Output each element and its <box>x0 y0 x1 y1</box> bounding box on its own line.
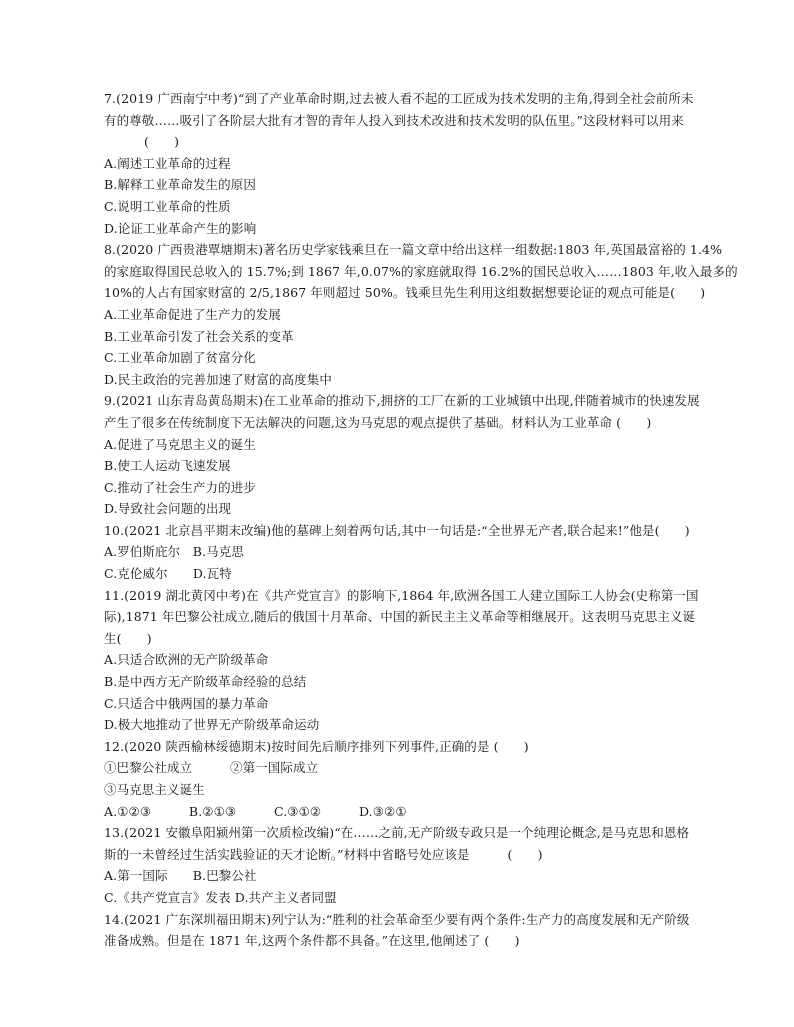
question-stem: 产生了很多在传统制度下无法解决的问题,这为马克思的观点提供了基础。材料认为工业革命 ( ) <box>104 414 652 430</box>
question-stem: 13.(2021 安徽阜阳颍州第一次质检改编)“在……之前,无产阶级专政只是一个纯理论概念,是马克思和恩格 <box>104 825 690 841</box>
option-c: C.说明工业革命的性质 <box>104 198 231 214</box>
question-9 <box>104 390 700 520</box>
option-a: A.工业革命促进了生产力的发展 <box>104 306 282 322</box>
options-row: A.第一国际 B.巴黎公社 <box>104 868 257 884</box>
question-stem: 有的尊敬……吸引了各阶层大批有才智的青年人投入到技术改进和技术发明的队伍里。”这段材料可以用来 <box>104 112 684 128</box>
question-stem: 10.(2021 北京昌平期末改编)他的墓碑上刻着两句话,其中一句话是:“全世界无产者,联合起来!”他是( ) <box>104 522 690 538</box>
question-stem: 斯的一未曾经过生活实践验证的天才论断。”材料中省略号处应该是 ( ) <box>104 846 543 862</box>
question-stem: 14.(2021 广东深圳福田期末)列宁认为:“胜利的社会革命至少要有两个条件:生产力的高度发展和无产阶级 <box>104 911 690 927</box>
options-row: C.《共产党宣言》发表 D.共产主义者同盟 <box>104 889 337 905</box>
event-list: ①巴黎公社成立 ②第一国际成立 <box>104 760 319 776</box>
question-stem: 7.(2019 广西南宁中考)“到了产业革命时期,过去被人看不起的工匠成为技术发明的主角,得到全社会前所未 <box>104 91 694 106</box>
option-c: C.只适合中俄两国的暴力革命 <box>104 695 269 711</box>
options-row: A.①②③ B.②①③ C.③①② D.③②① <box>104 803 407 819</box>
option-c: C.工业革命加剧了贫富分化 <box>104 350 256 366</box>
option-d: D.民主政治的完善加速了财富的高度集中 <box>104 371 332 387</box>
question-14 <box>104 909 694 952</box>
question-stem: 的家庭取得国民总收入的 15.7%;到 1867 年,0.07%的家庭就取得 16.2%的国民总收入……1803 年,收入最多的 <box>104 263 738 279</box>
question-stem: 9.(2021 山东青岛黄岛期末)在工业革命的推动下,拥挤的工厂在新的工业城镇中出现,伴随着城市的快速发展 <box>104 393 700 409</box>
option-b: B.是中西方无产阶级革命经验的总结 <box>104 674 307 690</box>
question-stem: 际),1871 年巴黎公社成立,随后的俄国十月革命、中国的新民主主义革命等相继展开。这表明马克思主义诞 <box>104 609 696 625</box>
question-8 <box>104 239 738 390</box>
option-a: A.促进了马克思主义的诞生 <box>104 436 256 452</box>
question-12 <box>104 736 694 822</box>
question-13 <box>104 822 694 908</box>
options-row: A.罗伯斯庇尔 B.马克思 <box>104 544 244 560</box>
options-row: C.克伦威尔 D.瓦特 <box>104 566 232 582</box>
question-7 <box>104 88 694 239</box>
option-b: B.工业革命引发了社会关系的变革 <box>104 328 294 344</box>
question-stem: 10%的人占有国家财富的 2/5,1867 年则超过 50%。钱乘旦先生利用这组数据想要论证的观点可能是( ) <box>104 285 706 301</box>
question-stem: 生( ) <box>104 630 152 646</box>
option-a: A.只适合欧洲的无产阶级革命 <box>104 652 269 668</box>
question-11 <box>104 585 699 736</box>
option-d: D.导致社会问题的出现 <box>104 501 232 517</box>
option-a: A.阐述工业革命的过程 <box>104 155 231 171</box>
question-stem: 准备成熟。但是在 1871 年,这两个条件都不具备。”在这里,他阐述了 ( ) <box>104 933 520 949</box>
option-d: D.论证工业革命产生的影响 <box>104 220 257 236</box>
option-b: B.使工人运动飞速发展 <box>104 458 231 474</box>
option-d: D.极大地推动了世界无产阶级革命运动 <box>104 717 320 733</box>
option-b: B.解释工业革命发生的原因 <box>104 177 256 193</box>
question-10 <box>104 520 694 585</box>
event-list: ③马克思主义诞生 <box>104 782 205 797</box>
question-stem: 12.(2020 陕西榆林绥德期末)按时间先后顺序排列下列事件,正确的是 ( ) <box>104 738 529 754</box>
answer-blank: ( ) <box>144 134 180 150</box>
option-c: C.推动了社会生产力的进步 <box>104 479 256 495</box>
question-stem: 8.(2020 广西贵港覃塘期末)著名历史学家钱乘旦在一篇文章中给出这样一组数据:1803 年,英国最富裕的 1.4% <box>104 242 723 258</box>
question-stem: 11.(2019 湖北黄冈中考)在《共产党宣言》的影响下,1864 年,欧洲各国工人建立国际工人协会(史称第一国 <box>104 587 699 603</box>
document-page <box>104 88 738 952</box>
